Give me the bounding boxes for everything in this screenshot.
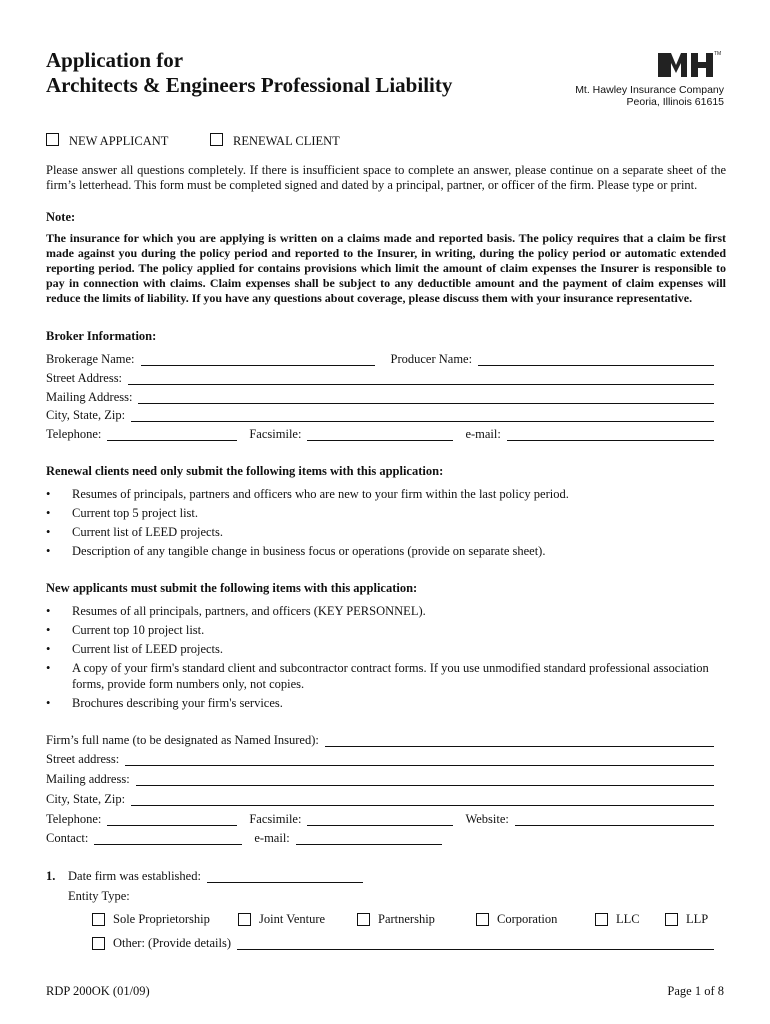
broker-city-label: City, State, Zip: [46, 408, 126, 422]
broker-telephone-label: Telephone: [46, 427, 102, 441]
list-item: • Current list of LEED projects. [46, 524, 726, 540]
title-line-2: Architects & Engineers Professional Liability [46, 73, 453, 97]
firm-phone-row [46, 810, 714, 826]
broker-facsimile-field[interactable] [307, 428, 453, 441]
renewal-client-label: RENEWAL CLIENT [233, 134, 340, 148]
firm-street-row [46, 750, 714, 766]
entity-option-corporation[interactable] [476, 912, 595, 927]
firm-telephone-field[interactable] [107, 813, 237, 826]
broker-mailing-field[interactable] [138, 391, 714, 404]
firm-city-field[interactable] [131, 793, 714, 806]
entity-option-sole-proprietorship[interactable] [92, 912, 238, 927]
form-title [46, 48, 452, 98]
corporation-checkbox[interactable] [476, 913, 489, 926]
other-label: Other: (Provide details) [113, 936, 232, 950]
question-1-row [46, 867, 714, 883]
llp-label: LLP [686, 911, 709, 926]
note-heading: Note: [46, 210, 76, 224]
entity-option-joint-venture[interactable] [238, 912, 357, 927]
firm-website-field[interactable] [515, 813, 714, 826]
company-logo [658, 49, 720, 79]
renewal-heading: Renewal clients need only submit the following items with this application: [46, 464, 444, 478]
corporation-label: Corporation [497, 911, 558, 926]
new-applicant-checkbox[interactable] [46, 133, 59, 146]
entity-option-llp[interactable] [665, 912, 708, 927]
broker-contact-row [46, 425, 714, 441]
firm-mailing-row [46, 770, 714, 786]
list-item: • Current top 10 project list. [46, 622, 726, 638]
list-item: • Description of any tangible change in business focus or operations (provide on separate sheet). [46, 543, 726, 559]
llp-checkbox[interactable] [665, 913, 678, 926]
firm-contact-label: Contact: [46, 831, 89, 845]
producer-name-field[interactable] [478, 353, 714, 366]
page-footer [46, 984, 724, 999]
entity-type-options [92, 911, 708, 927]
list-item: • Current list of LEED projects. [46, 641, 726, 657]
firm-contact-field[interactable] [94, 832, 242, 845]
new-applicant-option[interactable] [46, 133, 168, 149]
company-name: Mt. Hawley Insurance Company [575, 84, 724, 96]
new-applicant-label: NEW APPLICANT [69, 134, 169, 148]
page-number: Page 1 of 8 [667, 984, 724, 998]
partnership-label: Partnership [378, 911, 435, 926]
question-1-number: 1. [46, 869, 56, 883]
renewal-client-checkbox[interactable] [210, 133, 223, 146]
firm-city-row [46, 790, 714, 806]
firm-mailing-label: Mailing address: [46, 772, 130, 786]
sole-proprietorship-checkbox[interactable] [92, 913, 105, 926]
broker-email-label: e-mail: [465, 427, 501, 441]
company-info [575, 84, 724, 108]
renewal-client-option[interactable] [210, 133, 340, 149]
broker-heading: Broker Information: [46, 329, 157, 343]
firm-website-label: Website: [465, 812, 509, 826]
llc-checkbox[interactable] [595, 913, 608, 926]
list-item: • A copy of your firm's standard client and subcontractor contract forms. If you use unmodified standard professional association forms, provide form numbers only, not copies. [46, 660, 726, 692]
entity-option-partnership[interactable] [357, 912, 476, 927]
svg-text:TM: TM [714, 51, 722, 57]
entity-other-row [92, 934, 714, 950]
brokerage-name-label: Brokerage Name: [46, 352, 135, 366]
broker-mailing-row [46, 388, 714, 404]
partnership-checkbox[interactable] [357, 913, 370, 926]
producer-name-label: Producer Name: [390, 352, 473, 366]
other-checkbox[interactable] [92, 937, 105, 950]
note-text: The insurance for which you are applying is written on a claims made and reported basis. The policy requires that a claim be first made against you during the policy period and reported to the Insurer, in writing, during the policy period or automatic extended reporting period. The policy applied for contains provisions which limit the amount of claim expenses the Insurer is responsible to pay in connection with claims. Claim expenses shall be subject to any deductible amount and the payment of claim expenses will reduce the limits of liability. If you have any questions about coverage, please discuss them with your insurance representative. [46, 231, 726, 305]
entity-type-label: Entity Type: [68, 889, 130, 903]
date-established-label: Date firm was established: [68, 869, 201, 883]
joint-venture-label: Joint Venture [259, 911, 326, 926]
firm-street-field[interactable] [125, 753, 714, 766]
broker-facsimile-label: Facsimile: [249, 427, 302, 441]
firm-name-label: Firm’s full name (to be designated as Named Insured): [46, 733, 319, 747]
new-applicant-heading: New applicants must submit the following items with this application: [46, 581, 418, 595]
intro-paragraph: Please answer all questions completely. If there is insufficient space to complete an answer, please continue on a separate sheet of the firm’s letterhead. This form must be completed signed and dated by a principal, partner, or officer of the firm. Please type or print. [46, 163, 726, 192]
broker-street-row [46, 369, 714, 385]
entity-option-llc[interactable] [595, 912, 665, 927]
date-established-field[interactable] [207, 870, 363, 883]
firm-mailing-field[interactable] [136, 773, 714, 786]
firm-city-label: City, State, Zip: [46, 792, 126, 806]
joint-venture-checkbox[interactable] [238, 913, 251, 926]
brokerage-name-field[interactable] [141, 353, 375, 366]
firm-facsimile-label: Facsimile: [249, 812, 302, 826]
list-item: • Resumes of principals, partners and officers who are new to your firm within the last policy period. [46, 486, 726, 502]
firm-telephone-label: Telephone: [46, 812, 102, 826]
broker-city-field[interactable] [131, 409, 714, 422]
new-items-list [46, 603, 726, 714]
broker-city-row [46, 406, 714, 422]
broker-mailing-label: Mailing Address: [46, 390, 133, 404]
broker-street-label: Street Address: [46, 371, 123, 385]
firm-name-field[interactable] [325, 734, 714, 747]
form-number: RDP 200OK (01/09) [46, 984, 150, 998]
broker-telephone-field[interactable] [107, 428, 237, 441]
llc-label: LLC [616, 911, 640, 926]
firm-name-row [46, 731, 714, 747]
title-line-1: Application for [46, 48, 184, 72]
other-details-field[interactable] [237, 937, 714, 950]
company-city: Peoria, Illinois 61615 [626, 96, 724, 108]
firm-street-label: Street address: [46, 752, 120, 766]
sole-proprietorship-label: Sole Proprietorship [113, 911, 210, 926]
renewal-items-list [46, 486, 726, 562]
brokerage-row [46, 350, 714, 366]
firm-facsimile-field[interactable] [307, 813, 453, 826]
firm-email-label: e-mail: [254, 831, 290, 845]
list-item: • Current top 5 project list. [46, 505, 726, 521]
list-item: • Resumes of all principals, partners, and officers (KEY PERSONNEL). [46, 603, 726, 619]
firm-email-field[interactable] [296, 832, 442, 845]
list-item: • Brochures describing your firm's services. [46, 695, 726, 711]
broker-street-field[interactable] [128, 372, 714, 385]
firm-contact-row [46, 829, 714, 845]
broker-email-field[interactable] [507, 428, 714, 441]
